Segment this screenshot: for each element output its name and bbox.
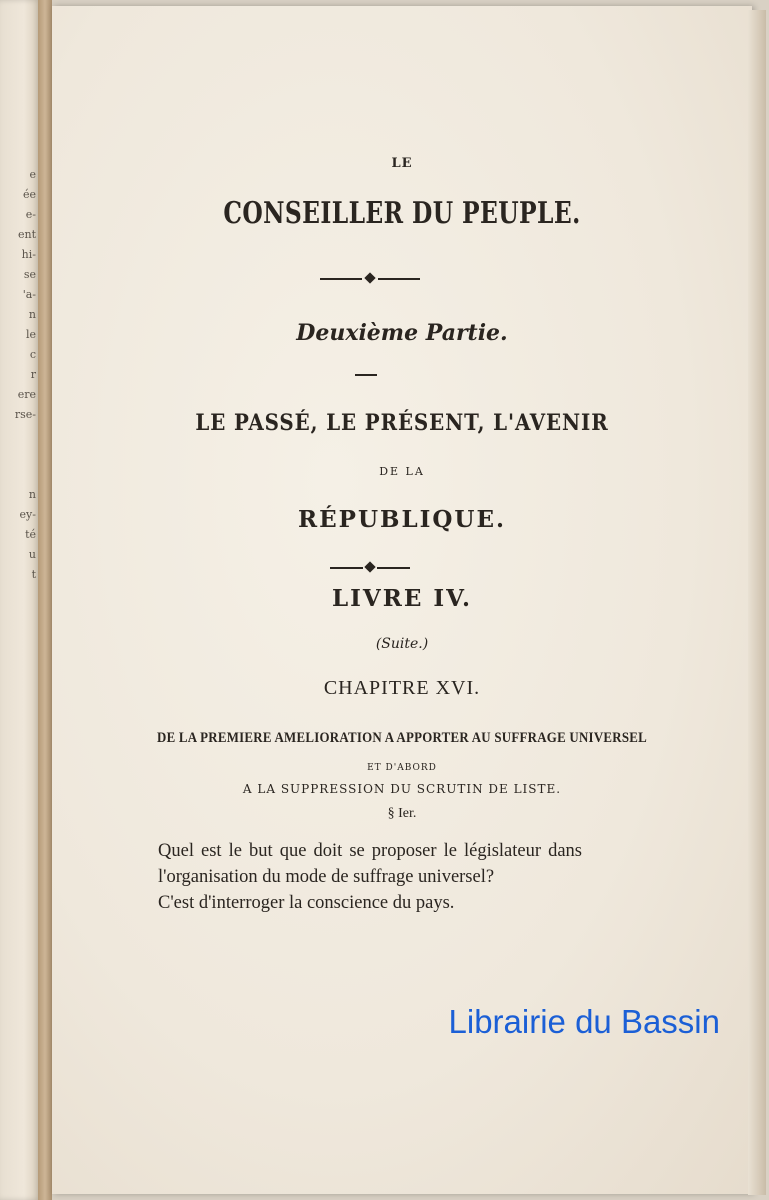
previous-page-fragment: t (31, 568, 36, 581)
part-subtitle: Deuxième Partie. (296, 320, 508, 346)
previous-page-fragment (2, 425, 36, 445)
ornament-divider (320, 273, 420, 285)
previous-page-fragment: le (25, 328, 36, 341)
section-number: § Ier. (387, 806, 417, 821)
previous-page-fragment: c (29, 348, 36, 361)
previous-page-fragment: n (28, 308, 36, 321)
chapter-heading: CHAPITRE XVI. (323, 677, 481, 699)
heading-republique: RÉPUBLIQUE. (298, 506, 506, 533)
title-small: LE (391, 156, 413, 171)
previous-page-fragment: ent (17, 228, 36, 241)
chapter-subtitle-small: ET D'ABORD (367, 763, 437, 773)
watermark: Librairie du Bassin (448, 1003, 720, 1040)
ornament-divider-2 (330, 562, 410, 574)
chapter-subtitle: A LA SUPPRESSION DU SCRUTIN DE LISTE. (242, 782, 562, 796)
previous-page-fragment: rse- (14, 408, 36, 421)
paragraph: Quel est le but que doit se proposer le législateur dans l'organisation du mode de suffrage universel? (158, 841, 582, 887)
chapter-title: DE LA PREMIERE AMELIORATION A APPORTER AU SUFFRAGE UNIVERSEL (156, 730, 648, 746)
previous-page-text (2, 165, 36, 585)
previous-page-fragment: e- (25, 208, 36, 221)
book-number: LIVRE IV. (331, 585, 473, 612)
previous-page-fragment (2, 465, 36, 485)
previous-page-fragment: ée (22, 188, 36, 201)
previous-page-fragment: ey- (19, 508, 36, 521)
previous-page-fragment: té (25, 528, 36, 541)
paragraph: C'est d'interroger la conscience du pays. (158, 893, 455, 913)
body-text (158, 838, 582, 916)
suite-note: (Suite.) (375, 636, 429, 652)
previous-page-fragment: u (28, 548, 36, 561)
heading-line: LE PASSÉ, LE PRÉSENT, L'AVENIR (195, 410, 609, 436)
previous-page-fragment: r (30, 368, 36, 381)
previous-page-fragment: se (23, 268, 36, 281)
previous-page-fragment: 'a- (22, 288, 36, 301)
previous-page-fragment: n (28, 488, 36, 501)
previous-page-fragment (2, 445, 36, 465)
page-title: CONSEILLER DU PEUPLE. (223, 196, 581, 231)
previous-page-fragment: ere (17, 388, 36, 401)
heading-de-la: DE LA (379, 465, 425, 478)
previous-page-fragment: hi- (21, 248, 36, 261)
previous-page-fragment: e (29, 168, 36, 181)
short-rule (355, 374, 377, 376)
